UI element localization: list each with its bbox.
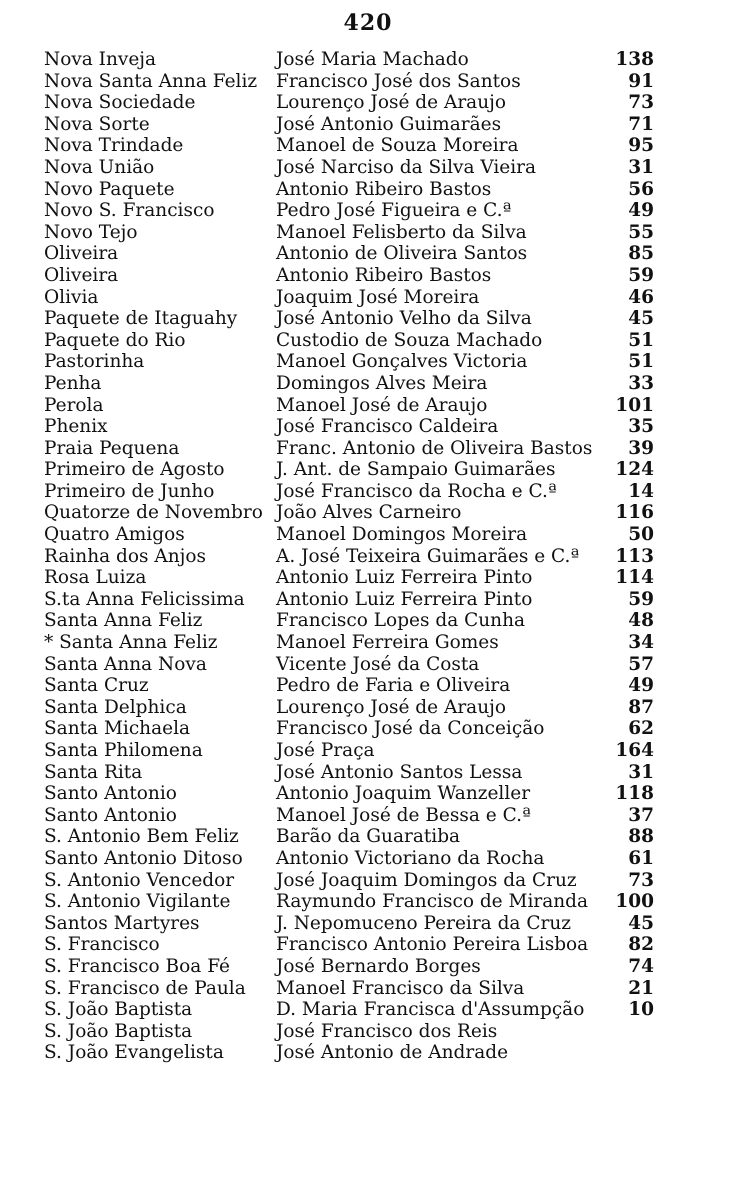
list-item: [0, 826, 736, 848]
vessel-name: Paquete de Itaguahy: [44, 308, 238, 330]
owner-name: José Praça: [276, 740, 375, 761]
owner-name: Manoel Felisberto da Silva: [276, 221, 527, 243]
owner-name: João Alves Carneiro: [276, 502, 462, 524]
entry-number: 91: [628, 70, 654, 92]
vessel-name: S. Antonio Vencedor: [44, 869, 235, 891]
list-item: [0, 49, 736, 71]
entry-number: 35: [628, 416, 654, 438]
owner-name: Lourenço José de Araujo: [276, 92, 506, 114]
owner-name: Manoel Domingos Moreira: [276, 524, 528, 546]
vessel-name: Primeiro de Junho: [44, 480, 215, 502]
list-item: [0, 1021, 736, 1043]
vessel-name: Primeiro de Agosto: [44, 459, 225, 481]
owner-name: José Francisco da Rocha e C.ª: [276, 480, 557, 502]
owner-name: Pedro de Faria e Oliveira: [276, 675, 511, 697]
vessel-name: Santa Rita: [44, 761, 143, 783]
owner-name: José Francisco Caldeira: [276, 416, 499, 438]
vessel-name: Nova Inveja: [44, 49, 157, 70]
owner-name: Pedro José Figueira e C.ª: [276, 200, 512, 222]
list-item: [0, 870, 736, 892]
vessel-name: Nova Sociedade: [44, 92, 196, 114]
vessel-name: Santa Anna Nova: [44, 653, 207, 675]
list-item: [0, 351, 736, 373]
entry-number: 59: [628, 588, 654, 610]
owner-name: Raymundo Francisco de Miranda: [276, 891, 589, 913]
list-item: [0, 675, 736, 697]
owner-name: J. Ant. de Sampaio Guimarães: [276, 459, 556, 481]
list-item: [0, 373, 736, 395]
list-item: [0, 632, 736, 654]
list-item: [0, 330, 736, 352]
list-item: [0, 546, 736, 568]
owner-name: Vicente José da Costa: [276, 653, 480, 675]
list-item: [0, 999, 736, 1021]
vessel-name: Rainha dos Anjos: [44, 545, 207, 567]
owner-name: Francisco Lopes da Cunha: [276, 610, 526, 632]
list-item: [0, 718, 736, 740]
entry-number: 14: [628, 480, 654, 502]
vessel-name: Santa Anna Feliz: [44, 610, 203, 632]
vessel-name: S. Francisco: [44, 934, 160, 956]
list-item: [0, 697, 736, 719]
owner-name: Francisco Antonio Pereira Lisboa: [276, 934, 589, 956]
vessel-name: Oliveira: [44, 243, 119, 265]
entry-number: 33: [628, 372, 654, 394]
owner-name: Lourenço José de Araujo: [276, 696, 506, 718]
list-item: [0, 416, 736, 438]
list-item: [0, 157, 736, 179]
vessel-name: S. João Baptista: [44, 1020, 193, 1042]
entry-number: 51: [628, 351, 654, 373]
owner-name: Barão da Guaratiba: [276, 826, 461, 848]
vessel-name: Nova Santa Anna Feliz: [44, 70, 258, 92]
vessel-name: Olivia: [44, 286, 99, 308]
entry-number: 34: [628, 632, 654, 654]
vessel-name: S. Antonio Bem Feliz: [44, 826, 239, 848]
entry-number: 45: [628, 308, 654, 330]
entry-number: 88: [628, 826, 654, 848]
owner-name: Manoel José de Araujo: [276, 394, 488, 416]
vessel-name: Pastorinha: [44, 351, 145, 373]
list-item: [0, 481, 736, 503]
entry-number: 21: [628, 977, 654, 999]
entry-number: 101: [615, 394, 654, 416]
list-item: [0, 805, 736, 827]
entry-number: 61: [628, 847, 654, 869]
list-item: [0, 287, 736, 309]
vessel-name: Santo Antonio: [44, 783, 177, 805]
owner-name: José Antonio de Andrade: [276, 1042, 509, 1064]
entry-number: 100: [615, 891, 654, 913]
list-item: [0, 891, 736, 913]
vessel-name: Novo Tejo: [44, 221, 138, 243]
page-number: 420: [343, 10, 393, 36]
owner-name: Manoel Francisco da Silva: [276, 977, 525, 999]
list-item: [0, 654, 736, 676]
list-item: [0, 848, 736, 870]
vessel-name: Santo Antonio: [44, 804, 177, 826]
list-item: [0, 71, 736, 93]
owner-name: A. José Teixeira Guimarães e C.ª: [276, 545, 580, 567]
list-item: [0, 524, 736, 546]
owner-name: José Maria Machado: [276, 49, 469, 70]
owner-name: D. Maria Francisca d'Assumpção: [276, 999, 585, 1021]
vessel-name: Santa Cruz: [44, 675, 149, 697]
vessel-name: Penha: [44, 372, 102, 394]
list-item: [0, 459, 736, 481]
list-item: [0, 243, 736, 265]
list-item: [0, 762, 736, 784]
vessel-name: Oliveira: [44, 264, 119, 286]
vessel-name: Nova Sorte: [44, 113, 150, 135]
entry-number: 31: [628, 761, 654, 783]
vessel-name: S. Francisco Boa Fé: [44, 955, 230, 977]
entry-number: 55: [628, 221, 654, 243]
entry-number: 59: [628, 264, 654, 286]
vessel-name: S.ta Anna Felicissima: [44, 588, 245, 610]
owner-name: José Antonio Velho da Silva: [276, 308, 532, 330]
owner-name: Manoel José de Bessa e C.ª: [276, 804, 531, 826]
list-item: [0, 740, 736, 762]
entry-number: 113: [615, 545, 654, 567]
list-item: [0, 114, 736, 136]
entry-number: 124: [615, 459, 654, 481]
list-item: [0, 913, 736, 935]
owner-name: Antonio de Oliveira Santos: [276, 243, 528, 265]
entry-number: 138: [615, 49, 654, 70]
entry-number: 49: [628, 200, 654, 222]
owner-name: José Narciso da Silva Vieira: [276, 156, 537, 178]
owner-name: J. Nepomuceno Pereira da Cruz: [276, 912, 571, 934]
vessel-name: S. Francisco de Paula: [44, 977, 246, 999]
owner-name: Domingos Alves Meira: [276, 372, 488, 394]
entry-number: 73: [628, 869, 654, 891]
entry-number: 85: [628, 243, 654, 265]
vessel-name: Phenix: [44, 416, 108, 438]
owner-name: Antonio Ribeiro Bastos: [276, 178, 492, 200]
owner-name: José Francisco dos Reis: [276, 1020, 498, 1042]
owner-name: Antonio Luiz Ferreira Pinto: [276, 567, 533, 589]
list-item: [0, 783, 736, 805]
owner-name: Franc. Antonio de Oliveira Bastos: [276, 437, 593, 459]
owner-name: Antonio Joaquim Wanzeller: [276, 783, 531, 805]
list-item: [0, 179, 736, 201]
entry-number: 48: [628, 610, 654, 632]
entry-number: 56: [628, 178, 654, 200]
vessel-name: * Santa Anna Feliz: [44, 632, 218, 654]
vessel-name: Quatro Amigos: [44, 524, 185, 546]
entry-number: 114: [615, 567, 654, 589]
list-item: [0, 200, 736, 222]
owner-name: Manoel Gonçalves Victoria: [276, 351, 528, 373]
list-item: [0, 589, 736, 611]
entry-number: 31: [628, 156, 654, 178]
list-item: [0, 308, 736, 330]
list-item: [0, 978, 736, 1000]
entry-number: 62: [628, 718, 654, 740]
vessel-name: Quatorze de Novembro: [44, 502, 263, 524]
entry-number: 51: [628, 329, 654, 351]
entry-number: 10: [628, 999, 654, 1021]
owner-name: José Joaquim Domingos da Cruz: [276, 869, 577, 891]
owner-name: Antonio Victoriano da Rocha: [276, 847, 545, 869]
entry-number: 46: [628, 286, 654, 308]
entry-number: 82: [628, 934, 654, 956]
vessel-name: Nova União: [44, 156, 155, 178]
list-item: [0, 567, 736, 589]
owner-name: Manoel Ferreira Gomes: [276, 632, 499, 654]
vessel-name: Santa Michaela: [44, 718, 191, 740]
entry-number: 87: [628, 696, 654, 718]
entry-number: 50: [628, 524, 654, 546]
owner-name: Manoel de Souza Moreira: [276, 135, 519, 157]
owner-name: Joaquim José Moreira: [276, 286, 480, 308]
entry-number: 74: [628, 955, 654, 977]
owner-name: Antonio Ribeiro Bastos: [276, 264, 492, 286]
list-item: [0, 438, 736, 460]
list-item: [0, 135, 736, 157]
list-item: [0, 502, 736, 524]
vessel-name: S. João Evangelista: [44, 1042, 224, 1064]
list-item: [0, 265, 736, 287]
vessel-name: Rosa Luiza: [44, 567, 147, 589]
vessel-name: Paquete do Rio: [44, 329, 186, 351]
entry-number: 95: [628, 135, 654, 157]
vessel-name: Praia Pequena: [44, 437, 180, 459]
entry-number: 116: [615, 502, 654, 524]
vessel-name: Santa Philomena: [44, 740, 203, 761]
entry-number: 39: [628, 437, 654, 459]
vessel-name: S. João Baptista: [44, 999, 193, 1021]
owner-name: Custodio de Souza Machado: [276, 329, 543, 351]
entry-number: 57: [628, 653, 654, 675]
list-item: [0, 1042, 736, 1064]
owner-name: Francisco José dos Santos: [276, 70, 521, 92]
list-item: [0, 222, 736, 244]
list-item: [0, 92, 736, 114]
vessel-name: Perola: [44, 394, 104, 416]
vessel-name: Nova Trindade: [44, 135, 184, 157]
entry-number: 164: [615, 740, 654, 761]
ship-register-list: [0, 49, 736, 1064]
entry-number: 73: [628, 92, 654, 114]
list-item: [0, 934, 736, 956]
vessel-name: Novo Paquete: [44, 178, 175, 200]
vessel-name: Santos Martyres: [44, 912, 200, 934]
owner-name: Antonio Luiz Ferreira Pinto: [276, 588, 533, 610]
owner-name: Francisco José da Conceição: [276, 718, 545, 740]
vessel-name: Novo S. Francisco: [44, 200, 215, 222]
owner-name: José Antonio Santos Lessa: [276, 761, 523, 783]
entry-number: 45: [628, 912, 654, 934]
vessel-name: Santa Delphica: [44, 696, 187, 718]
vessel-name: Santo Antonio Ditoso: [44, 847, 243, 869]
entry-number: 37: [628, 804, 654, 826]
list-item: [0, 395, 736, 417]
vessel-name: S. Antonio Vigilante: [44, 891, 231, 913]
list-item: [0, 956, 736, 978]
entry-number: 118: [615, 783, 654, 805]
entry-number: 71: [628, 113, 654, 135]
owner-name: José Antonio Guimarães: [276, 113, 502, 135]
list-item: [0, 610, 736, 632]
owner-name: José Bernardo Borges: [276, 955, 481, 977]
entry-number: 49: [628, 675, 654, 697]
